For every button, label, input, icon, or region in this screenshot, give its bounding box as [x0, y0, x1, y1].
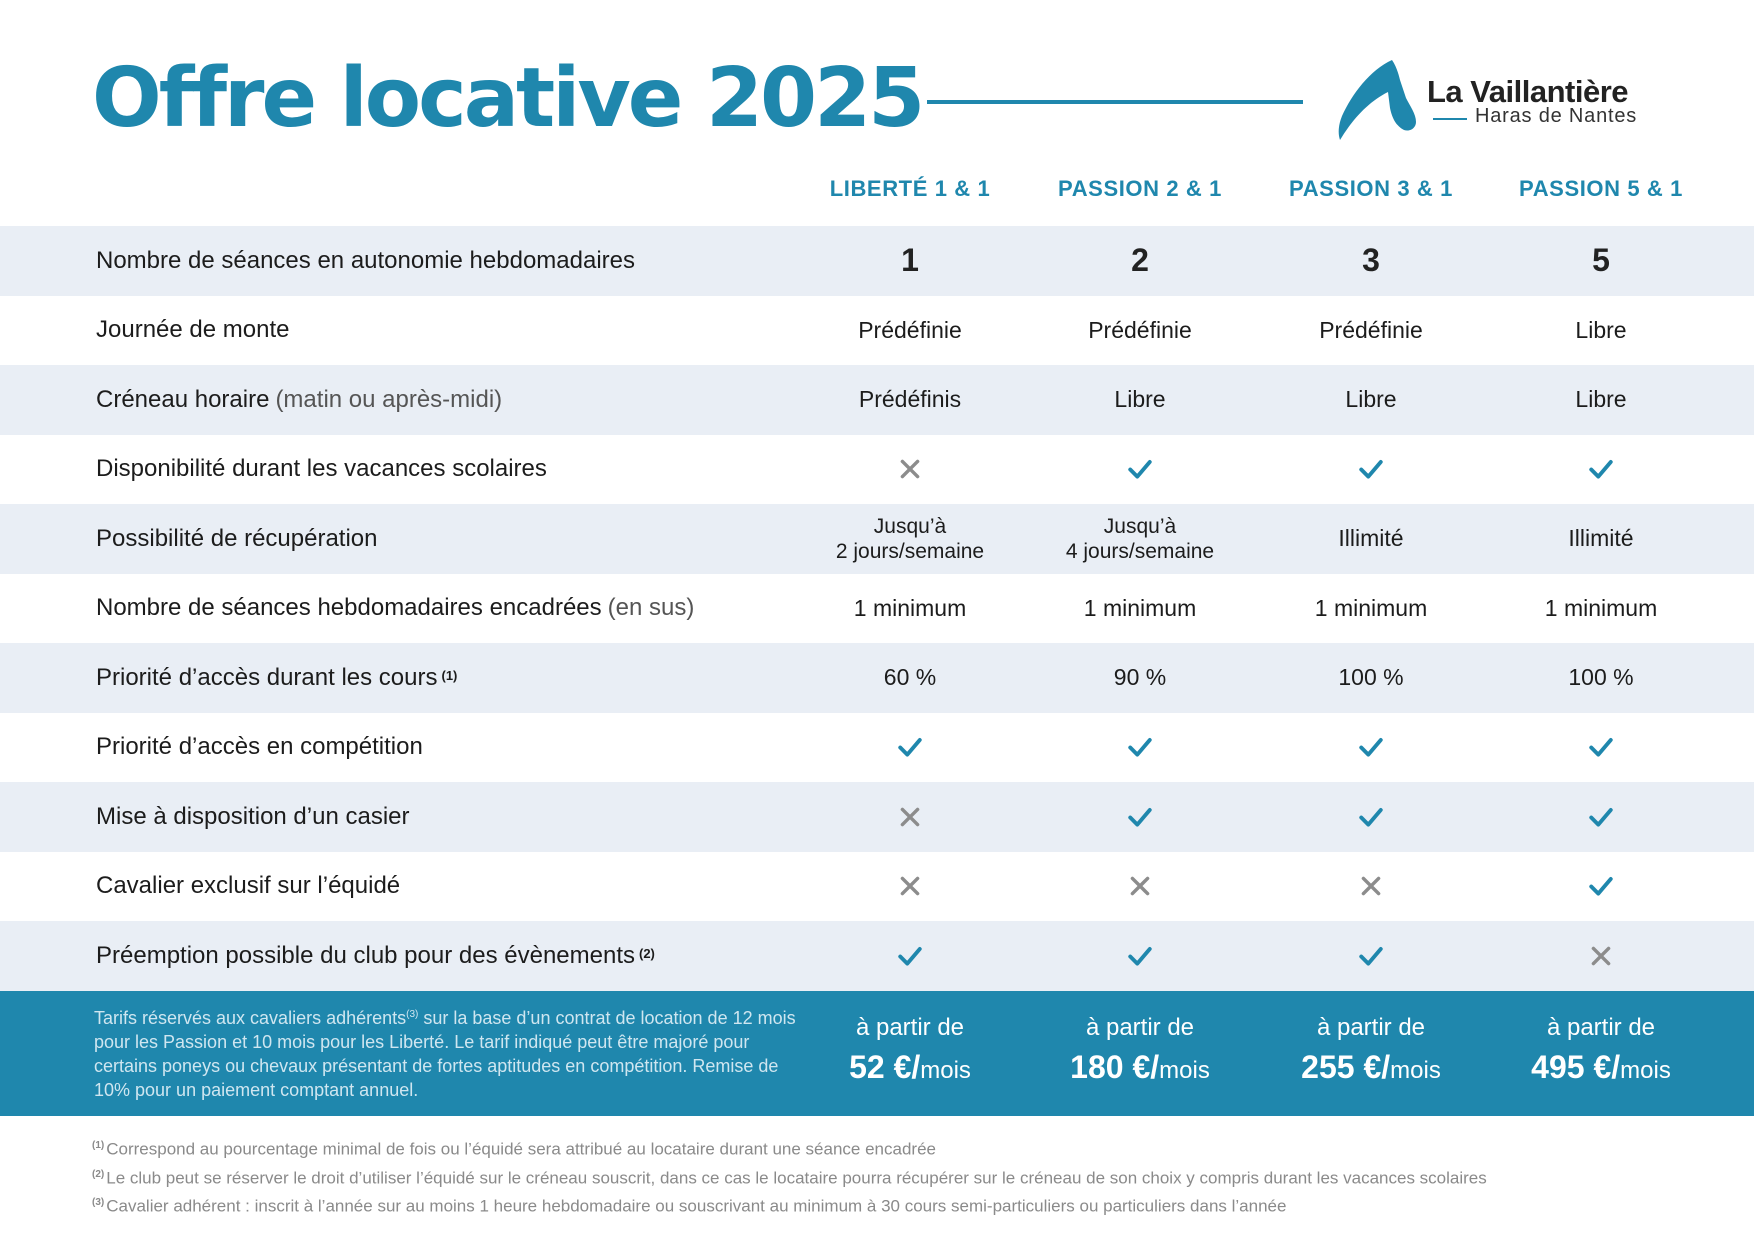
table-cell: 100 %: [1568, 664, 1634, 691]
check-icon: [1256, 921, 1486, 991]
row-label: Nombre de séances en autonomie hebdomadaires: [96, 246, 636, 274]
table-row: [0, 782, 1754, 852]
table-cell: 1 minimum: [1544, 594, 1658, 621]
row-label: Possibilité de récupération: [96, 524, 378, 552]
plan-header-passion-3-1: PASSION 3 & 1: [1289, 176, 1453, 201]
price-passion-3-1: à partir de 255 €/mois: [1301, 1014, 1441, 1085]
table-cell: Prédéfinie: [1088, 316, 1192, 343]
row-label: Mise à disposition d’un casier: [96, 802, 410, 830]
check-icon: [1256, 782, 1486, 852]
brand-divider: [1433, 118, 1467, 120]
table-row: [0, 226, 1754, 296]
plan-header-liberte-1-1: LIBERTÉ 1 & 1: [829, 176, 991, 201]
table-cell: Jusqu’à 4 jours/semaine: [1065, 514, 1215, 563]
plan-header-passion-2-1: PASSION 2 & 1: [1058, 176, 1222, 201]
table-row: [0, 296, 1754, 366]
table-cell: Illimité: [1338, 525, 1404, 552]
table-cell: 1: [901, 242, 919, 279]
price-liberte-1-1: à partir de 52 €/mois: [849, 1014, 971, 1085]
check-icon: [1025, 782, 1255, 852]
comparison-table: [0, 226, 1754, 991]
row-label: Priorité d’accès durant les cours $^{(1)}$: [96, 663, 458, 691]
pricing-band: [0, 991, 1754, 1116]
table-cell: 90 %: [1113, 664, 1167, 691]
check-icon: [1486, 435, 1716, 505]
table-cell: 1 minimum: [853, 594, 967, 621]
plan-header-passion-5-1: PASSION 5 & 1: [1519, 176, 1683, 201]
row-label: Disponibilité durant les vacances scolaires: [96, 455, 547, 483]
table-cell: 60 %: [883, 664, 937, 691]
title-divider: [927, 100, 1303, 104]
row-label: Journée de monte: [96, 316, 290, 344]
check-icon: [1256, 435, 1486, 505]
cross-icon: [1486, 921, 1716, 991]
pricing-conditions: Tarifs réservés aux cavaliers adhérents$^{(3)}$ sur la base d’un contrat de location de 12 mois pour les Passion et 10 mois pour les Liberté. Le tarif indiqué peut être majoré pour certains poneys ou chevaux présentant de fortes aptitudes en compétition. Remise de 10% pour un paiement comptant annuel.: [94, 1008, 796, 1100]
cross-icon: [1256, 852, 1486, 922]
table-row: [0, 365, 1754, 435]
brand-subtitle: Haras de Nantes: [1475, 105, 1638, 127]
table-cell: Libre: [1114, 386, 1166, 413]
brand-name: La Vaillantière: [1427, 74, 1628, 109]
table-row: [0, 713, 1754, 783]
table-cell: 1 minimum: [1083, 594, 1197, 621]
check-icon: [1025, 713, 1255, 783]
table-cell: Libre: [1575, 386, 1627, 413]
cross-icon: [795, 782, 1025, 852]
table-cell: Illimité: [1568, 525, 1634, 552]
table-cell: Libre: [1575, 316, 1627, 343]
footnotes: [92, 1133, 1712, 1219]
table-row: [0, 921, 1754, 991]
table-cell: Prédéfinie: [1319, 316, 1423, 343]
table-row: [0, 574, 1754, 644]
footnote-1: $^{(1)}$ Correspond au pourcentage minimal de fois ou l’équidé sera attribué au locataire durant une séance encadrée: [92, 1139, 936, 1159]
footnote-2: $^{(2)}$ Le club peut se réserver le droit d’utiliser l’équidé sur le créneau souscrit, dans ce cas le locataire pourra récupérer sur le créneau de son choix y compris durant les vacances scolaires: [92, 1168, 1487, 1188]
row-label: Préemption possible du club pour des évènements $^{(2)}$: [96, 941, 655, 969]
table-cell: 5: [1592, 242, 1610, 279]
check-icon: [1025, 921, 1255, 991]
horse-head-icon: [1330, 58, 1420, 142]
cross-icon: [1025, 852, 1255, 922]
table-cell: 100 %: [1338, 664, 1404, 691]
check-icon: [1486, 713, 1716, 783]
price-passion-5-1: à partir de 495 €/mois: [1531, 1014, 1671, 1085]
price-passion-2-1: à partir de 180 €/mois: [1070, 1014, 1210, 1085]
table-cell: Jusqu’à 2 jours/semaine: [835, 514, 985, 563]
brand-logo: [1325, 54, 1645, 146]
cross-icon: [795, 435, 1025, 505]
table-cell: 1 minimum: [1314, 594, 1428, 621]
check-icon: [1025, 435, 1255, 505]
table-cell: Libre: [1345, 386, 1397, 413]
check-icon: [1256, 713, 1486, 783]
row-label: Cavalier exclusif sur l’équidé: [96, 872, 401, 900]
table-cell: 3: [1362, 242, 1380, 279]
check-icon: [1486, 782, 1716, 852]
row-label: Nombre de séances hebdomadaires encadrées (en sus): [96, 594, 695, 622]
check-icon: [1486, 852, 1716, 922]
table-cell: Prédéfinie: [858, 316, 962, 343]
cross-icon: [795, 852, 1025, 922]
table-row: [0, 852, 1754, 922]
table-cell: 2: [1131, 242, 1149, 279]
footnote-3: $^{(3)}$ Cavalier adhérent : inscrit à l’année sur au moins 1 heure hebdomadaire ou souscrivant au minimum à 30 cours semi-particuliers ou particuliers dans l’année: [92, 1196, 1287, 1216]
check-icon: [795, 921, 1025, 991]
page-title: Offre locative 2025: [92, 51, 923, 146]
row-label: Créneau horaire (matin ou après-midi): [96, 385, 503, 413]
table-row: [0, 504, 1754, 574]
table-row: [0, 435, 1754, 505]
table-cell: Prédéfinis: [858, 386, 962, 413]
table-row: [0, 643, 1754, 713]
check-icon: [795, 713, 1025, 783]
row-label: Priorité d’accès en compétition: [96, 733, 423, 761]
